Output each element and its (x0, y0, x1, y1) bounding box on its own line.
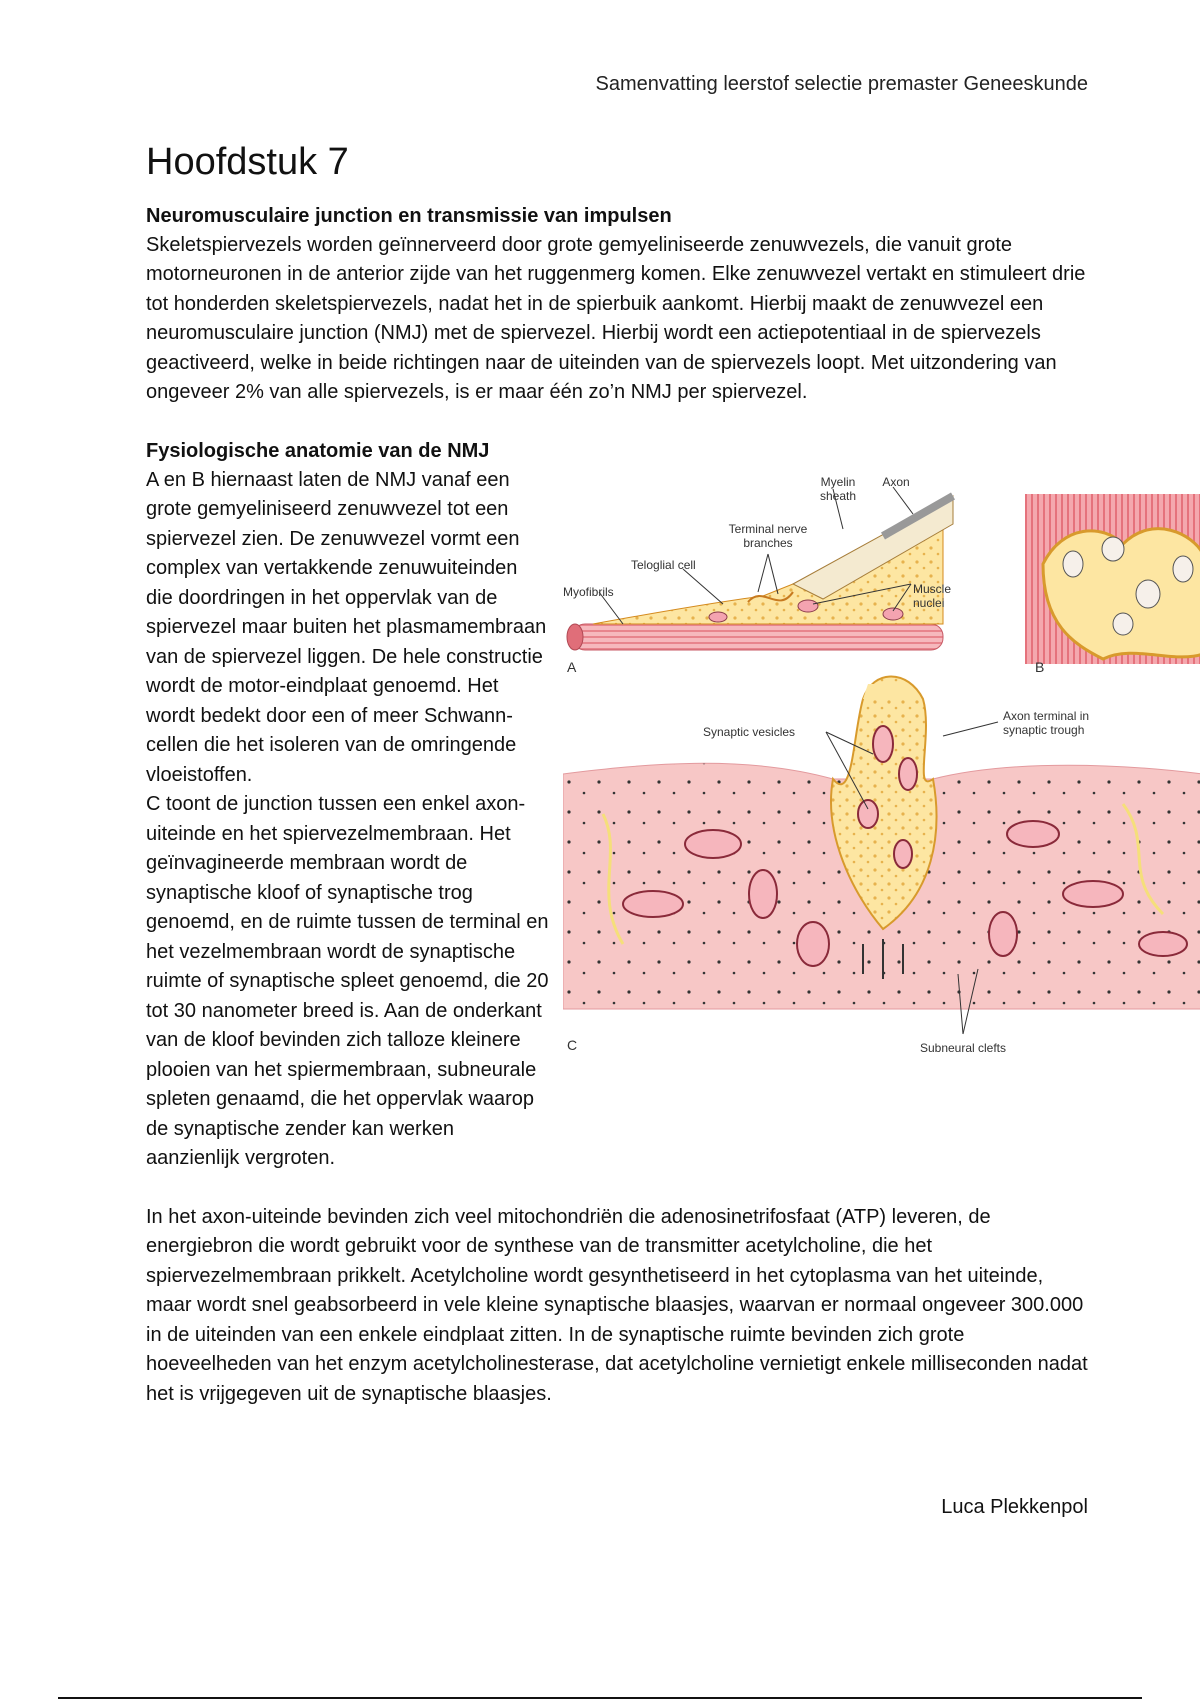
section-paragraph: Skeletspiervezels worden geïnnerveerd door grote gemyeliniseerde zenuwvezels, die vanuit grote motorneuronen in de anterior zijde van het ruggenmerg komen. Elke zenuwvezel vertakt en stimuleert drie tot honderden skeletspiervezels, nadat het in de spierbuik aankomt. Hierbij maakt de zenuwvezel een neuromusculaire junction (NMJ) met de spiervezel. Hierbij wordt een actiepotentiaal in de spiervezels geactiveerd, welke in beide richtingen naar de uiteinden van de spiervezels loopt. Met uitzondering van ongeveer 2% van alle spiervezels, is er maar één zo’n NMJ per spiervezel. (146, 233, 1086, 404)
label-terminal-nerve-1: Terminal nerve (728, 521, 808, 536)
label-synaptic-vesicles: Synaptic vesicles (703, 724, 796, 739)
panel-a-letter: A (567, 658, 577, 675)
author-name: Luca Plekkenpol (941, 1496, 1088, 1518)
label-subneural-clefts: Subneural clefts (919, 1040, 1007, 1055)
section-nmj-anatomy (146, 437, 1091, 1174)
section-paragraph: C toont de junction tussen een enkel axon-uiteinde en het spiervezelmembraan. Het geïnvagineerde membraan wordt de synaptische kloof of synaptische trog genoemd, en de ruimte tussen de terminal en het vezelmembraan wordt de synaptische ruimte of synaptische spleet genoemd, die 20 tot 30 nanometer breed is. Aan de onderkant van de kloof bevinden zich talloze kleinere plooien van het spiermembraan, subneurale spleten genaamd, die het oppervlak waarop de synaptische zender kan werken aanzienlijk vergroten. (146, 793, 549, 1170)
nmj-illustration (563, 474, 1200, 1124)
section-heading: Neuromusculaire junction en transmissie van impulsen (146, 204, 672, 227)
label-myelin-1: Myelin (820, 474, 856, 489)
chapter-title: Hoofdstuk 7 (146, 141, 349, 183)
label-axon-terminal-2: synaptic trough (1003, 722, 1085, 737)
section-nmj-intro (146, 202, 1091, 408)
panel-a-drawing (567, 487, 953, 650)
label-muscle-nuclei-2: nuclei (913, 595, 945, 610)
panel-c-letter: C (567, 1036, 578, 1053)
panel-b-drawing (1025, 494, 1200, 664)
label-muscle-nuclei-1: Muscle (913, 581, 952, 596)
panel-b-letter: B (1035, 658, 1045, 675)
label-axon-terminal-1: Axon terminal in (1003, 708, 1090, 723)
label-terminal-nerve-2: branches (743, 535, 793, 550)
section-atp (146, 1203, 1091, 1410)
footer-divider (58, 1697, 1142, 1699)
panel-c-drawing (563, 676, 1200, 1034)
section-paragraph: A en B hiernaast laten de NMJ vanaf een grote gemyeliniseerd zenuwvezel tot een spiervezel zien. De zenuwvezel vormt een complex van vertakkende zenuwuiteinden die doordringen in het oppervlak van de spiervezel maar buiten het plasmamembraan van de spiervezel liggen. De hele constructie wordt de motor-eindplaat genoemd. Het wordt bedekt door een of meer Schwann-cellen die het isoleren van de omringende vloeistoffen. (146, 468, 547, 786)
section-heading: Fysiologische anatomie van de NMJ (146, 439, 490, 462)
section-paragraph: In het axon-uiteinde bevinden zich veel mitochondriën die adenosinetrifosfaat (ATP) leveren, de energiebron die wordt gebruikt voor de synthese van de transmitter acetylcholine, die het spiervezelmembraan prikkelt. Acetylcholine wordt gesynthetiseerd in het cytoplasma van het uiteinde, maar wordt snel geabsorbeerd in vele kleine synaptische blaasjes, waarvan er normaal ongeveer 300.000 in de uiteinden van een enkele eindplaat zitten. In de synaptische ruimte bevinden zich grote hoeveelheden van het enzym acetylcholinesterase, dat acetylcholine vernietigt enkele milliseconden nadat het is vrijgegeven uit de synaptische blaasjes. (146, 1205, 1088, 1405)
nmj-figure (563, 474, 1200, 1124)
running-header: Samenvatting leerstof selectie premaster Geneeskunde (595, 73, 1088, 95)
page-content (146, 140, 1091, 1438)
label-axon: Axon (882, 474, 910, 489)
label-teloglial: Teloglial cell (631, 557, 696, 572)
label-myofibrils: Myofibrils (563, 584, 614, 599)
label-myelin-2: sheath (819, 488, 857, 503)
